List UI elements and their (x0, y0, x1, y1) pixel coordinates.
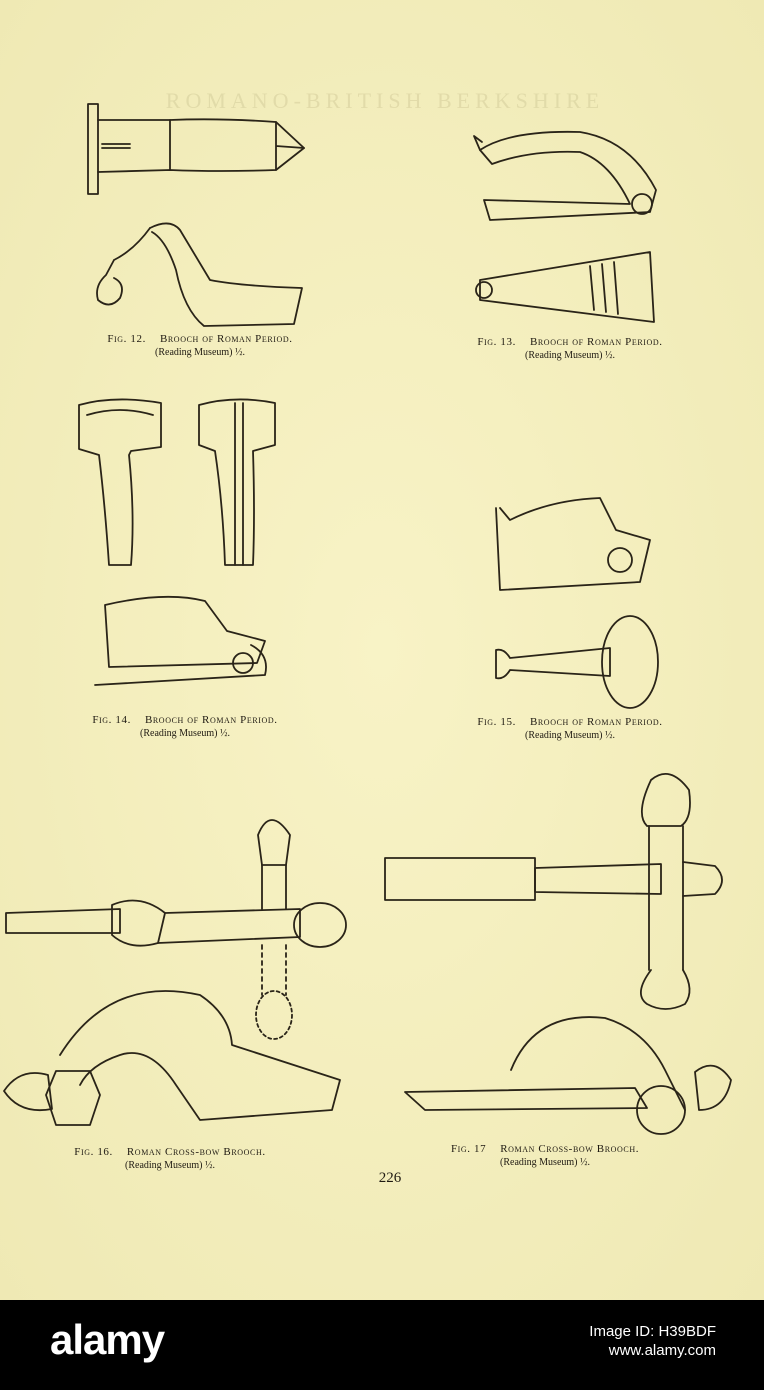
brooch-drawing (80, 100, 320, 340)
fig-title: Brooch of Roman Period. (159, 333, 293, 345)
figure-13 (470, 120, 670, 361)
brooch-drawing (0, 805, 360, 1145)
fig-title: Brooch of Roman Period. (529, 336, 663, 348)
figure-15 (477, 490, 670, 741)
figure-17 (385, 770, 745, 1168)
brooch-drawing (470, 120, 670, 340)
stock-site: www.alamy.com (608, 1342, 716, 1359)
alamy-logo: alamy (50, 1316, 165, 1363)
fig-number: Fig. 14. (92, 714, 131, 726)
fig-number: Fig. 15. (477, 716, 516, 728)
fig-title: Roman Cross-bow Brooch. (500, 1143, 640, 1155)
caption-fig-15 (440, 715, 700, 743)
fig-source: (Reading Museum) ½. (125, 1160, 215, 1171)
brooch-drawing (490, 490, 670, 715)
brooch-drawing (385, 770, 745, 1145)
fig-number: Fig. 12. (107, 333, 146, 345)
fig-title: Roman Cross-bow Brooch. (126, 1146, 266, 1158)
fig-number: Fig. 16. (74, 1146, 113, 1158)
fig-title: Brooch of Roman Period. (144, 714, 278, 726)
bleed-through-header: ROMANO-BRITISH BERKSHIRE (165, 88, 605, 113)
fig-number: Fig. 13. (477, 336, 516, 348)
caption-fig-12 (70, 332, 330, 360)
fig-source: (Reading Museum) ½. (525, 730, 615, 741)
caption-fig-17 (395, 1142, 695, 1170)
caption-fig-16 (40, 1145, 300, 1173)
caption-fig-14 (55, 713, 315, 741)
figure-14 (75, 395, 295, 739)
fig-source: (Reading Museum) ½. (525, 350, 615, 361)
fig-title: Brooch of Roman Period. (529, 716, 663, 728)
brooch-drawing (75, 395, 295, 715)
page-number: 226 (378, 1170, 402, 1186)
fig-source: (Reading Museum) ½. (140, 728, 230, 739)
image-id: Image ID: H39BDF (589, 1323, 716, 1340)
stock-image-info (589, 1322, 716, 1360)
fig-source: (Reading Museum) ½. (155, 347, 245, 358)
fig-number: Fig. 17 (450, 1143, 487, 1155)
figure-12 (80, 100, 320, 358)
fig-source: (Reading Museum) ½. (500, 1157, 590, 1168)
caption-fig-13 (440, 335, 700, 363)
figure-16 (0, 805, 360, 1171)
